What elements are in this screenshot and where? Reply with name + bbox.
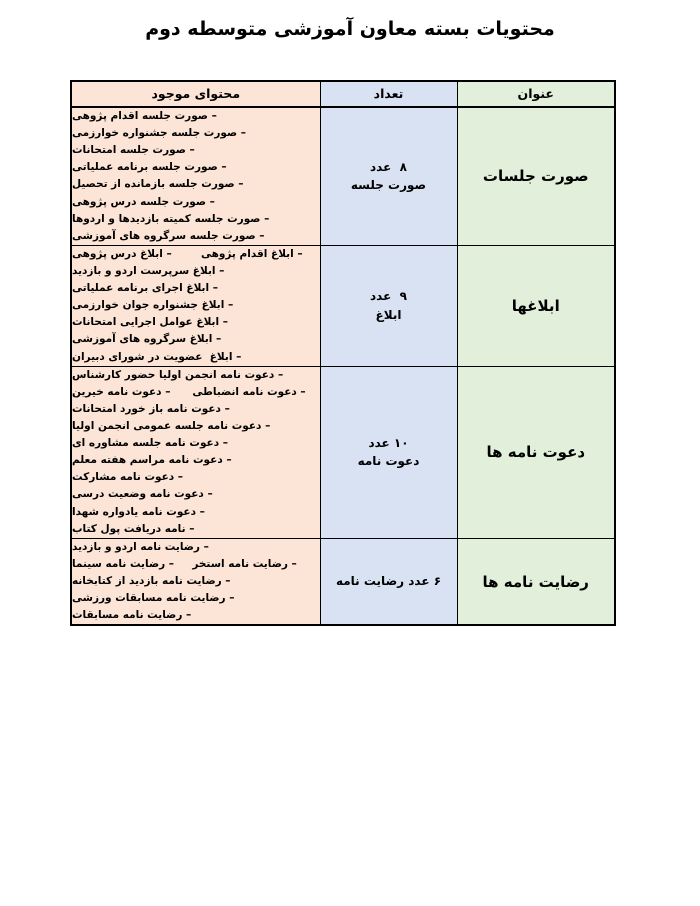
table-row [71,107,615,245]
list-item: – صورت جلسه بازمانده از تحصیل [72,178,244,191]
list-item: – ابلاغ اقدام پژوهی – ابلاغ درس پژوهی [72,247,303,260]
row-count-line-1: ۹ عدد [370,289,407,304]
row-count-line-2: دعوت نامه [357,454,420,469]
contents-table [70,80,616,626]
table-body [71,107,615,625]
list-item: – ابلاغ اجرای برنامه عملیاتی [72,282,219,295]
list-item: – نامه دریافت پول کتاب [72,522,195,535]
list-item: – دعوت نامه انجمن اولیا حضور کارشناس [72,368,284,381]
row-count-line-1: ۶ عدد رضایت نامه [335,574,442,589]
list-item: – رضایت نامه اردو و بازدید [72,540,209,553]
row-title: صورت جلسات [457,107,615,245]
row-count-line-1: ۱۰ عدد [368,435,409,450]
list-item: – رضایت نامه مسابقات [72,609,192,622]
row-title: دعوت نامه ها [457,366,615,538]
list-item: – دعوت نامه مراسم هفته معلم [72,454,232,467]
list-item: – ابلاغ سرپرست اردو و بازدید [72,264,225,277]
row-content [71,366,320,538]
table-row [71,245,615,366]
row-content [71,245,320,366]
list-item: – دعوت نامه باز خورد امتحانات [72,402,230,415]
column-header-title: عنوان [457,81,615,107]
list-item: – صورت جلسه درس پژوهی [72,195,215,208]
list-item: – دعوت نامه جلسه مشاوره ای [72,437,229,450]
list-item: – ابلاغ عوامل اجرایی امتحانات [72,316,228,329]
list-item: – صورت جلسه جشنواره خوارزمی [72,127,247,140]
table-row [71,366,615,538]
list-item: – صورت جلسه سرگروه های آموزشی [72,229,265,242]
list-item: – دعوت نامه وضعیت درسی [72,488,213,501]
list-item: – صورت جلسه امتحانات [72,144,195,157]
list-item: – دعوت نامه مشارکت [72,471,184,484]
row-count-line-2: ابلاغ [375,307,402,322]
list-item: – صورت جلسه اقدام پژوهی [72,110,217,122]
column-header-count: تعداد [320,81,457,107]
row-count-line-2: صورت جلسه [350,178,427,193]
row-count [320,245,457,366]
table-header-row [71,81,615,107]
row-count [320,107,457,245]
page-title: محتویات بسته معاون آموزشی متوسطه دوم [145,18,555,40]
row-count-line-1: ۸ عدد [370,159,407,174]
row-count [320,538,457,625]
table-row [71,538,615,625]
list-item: – رضایت نامه بازدید از کتابخانه [72,574,231,587]
table-header [71,81,615,107]
list-item: – دعوت نامه انضباطی – دعوت نامه خیرین [72,385,306,398]
list-item: – دعوت نامه یادواره شهدا [72,505,205,518]
column-header-content: محتوای موجود [71,81,320,107]
list-item: – رضایت نامه استخر – رضایت نامه سینما [72,557,297,570]
list-item: – صورت جلسه کمیته بازدیدها و اردوها [72,212,270,225]
row-content [71,107,320,245]
row-count [320,366,457,538]
contents-table-wrapper [72,80,616,626]
list-item: – ابلاغ سرگروه های آموزشی [72,333,222,346]
row-content [71,538,320,625]
list-item: – ابلاغ عضویت در شورای دبیران [72,350,242,363]
row-title: رضایت نامه ها [457,538,615,625]
row-title: ابلاغها [457,245,615,366]
list-item: – صورت جلسه برنامه عملیاتی [72,161,227,174]
list-item: – ابلاغ جشنواره جوان خوارزمی [72,299,234,312]
list-item: – رضایت نامه مسابقات ورزشی [72,592,235,605]
list-item: – دعوت نامه جلسه عمومی انجمن اولیا [72,419,271,432]
